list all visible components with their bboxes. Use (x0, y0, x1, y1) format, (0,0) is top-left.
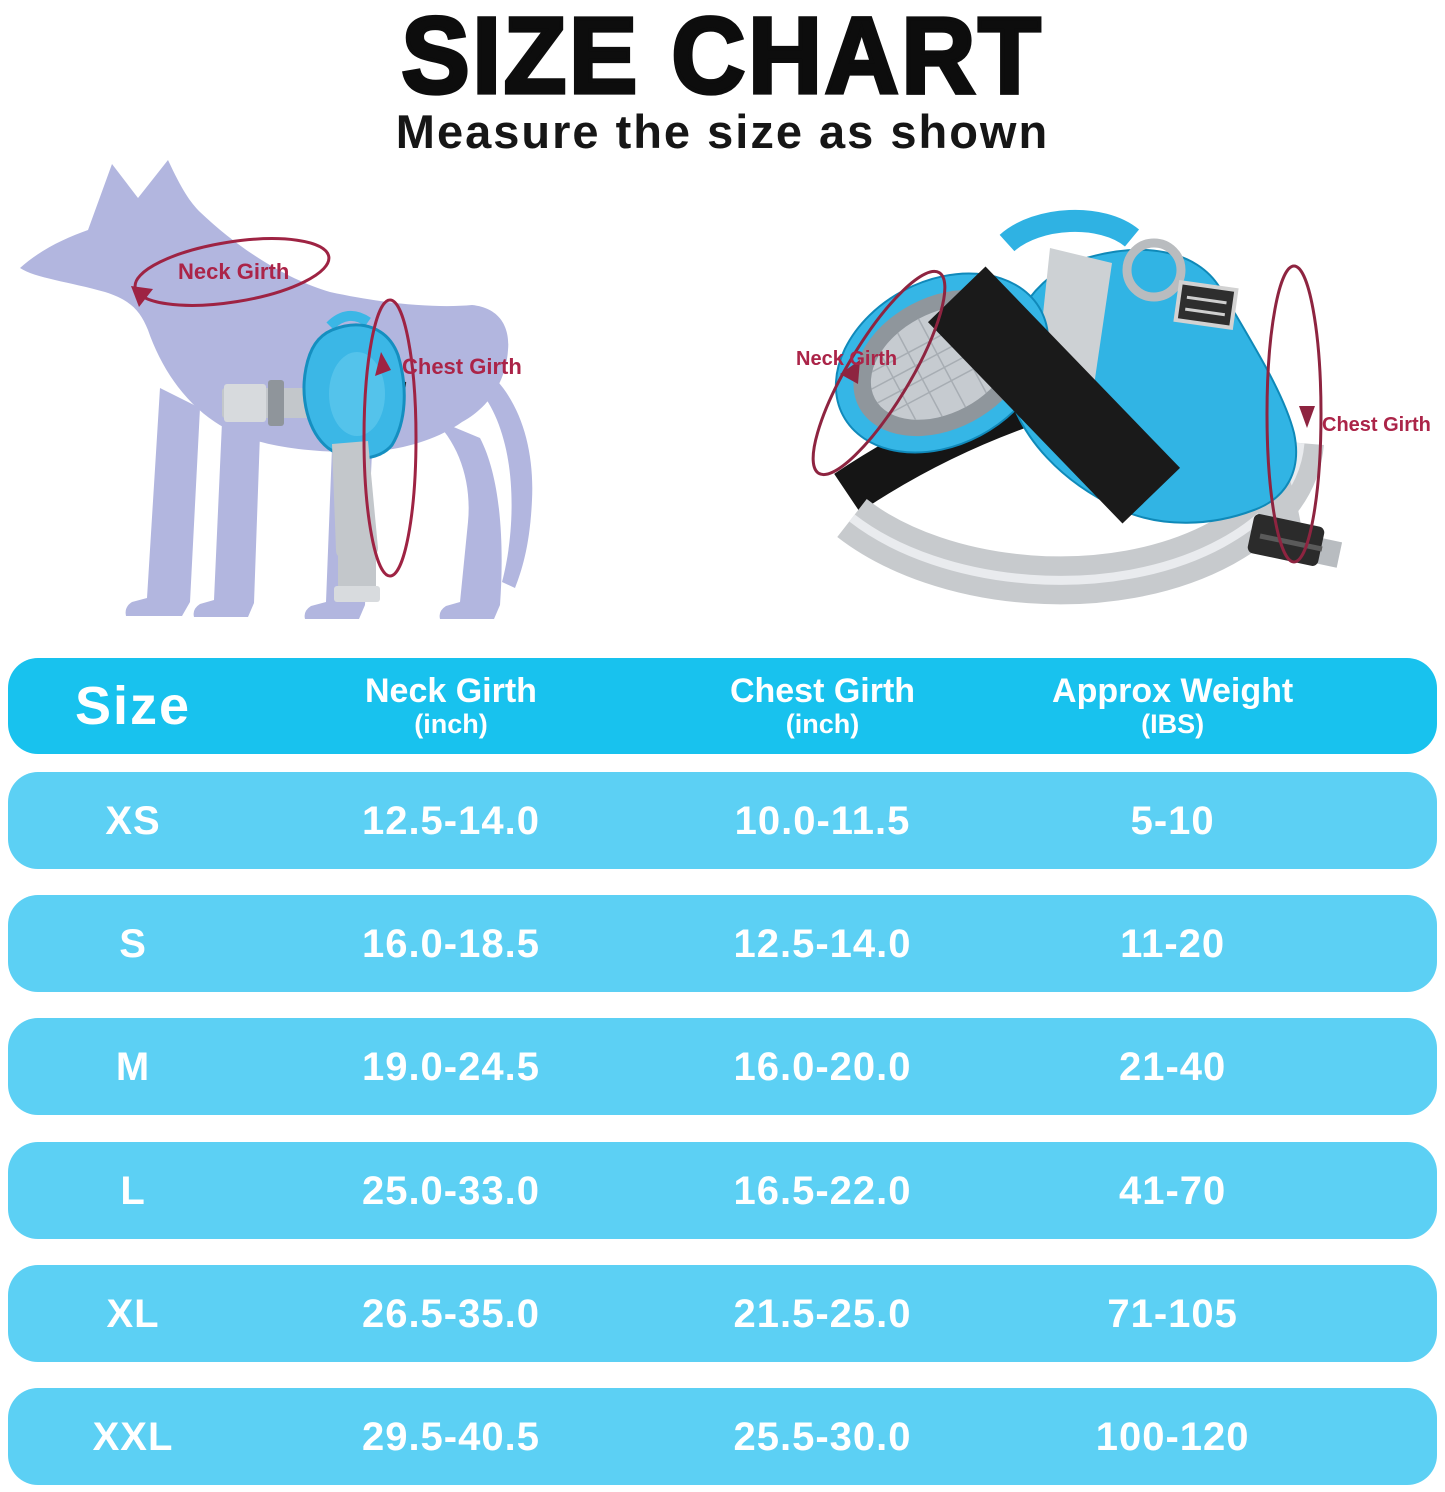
cell-chest: 16.5-22.0 (733, 1168, 912, 1213)
cell-chest: 21.5-25.0 (733, 1291, 912, 1336)
header-neck-girth: Neck Girth (inch) (365, 671, 537, 739)
cell-weight: 21-40 (1118, 1044, 1227, 1089)
page-subtitle: Measure the size as shown (395, 105, 1050, 158)
cell-size: M (115, 1044, 151, 1089)
cell-size: XXL (92, 1414, 174, 1459)
header-size: Size (75, 675, 192, 736)
table-row-xxl (8, 1388, 1437, 1485)
cell-neck: 12.5-14.0 (361, 798, 540, 843)
cell-weight: 71-105 (1107, 1291, 1238, 1336)
cell-neck: 25.0-33.0 (361, 1168, 540, 1213)
table-row-xl (8, 1265, 1437, 1362)
cell-neck: 16.0-18.5 (361, 921, 540, 966)
harness-chest-arrow-icon (1299, 406, 1315, 428)
cell-neck: 26.5-35.0 (361, 1291, 540, 1336)
cell-size: XL (106, 1291, 160, 1336)
cell-chest: 16.0-20.0 (733, 1044, 912, 1089)
cell-neck: 29.5-40.5 (361, 1414, 540, 1459)
brand-patch (1176, 282, 1237, 327)
harness-chest-girth-label: Chest Girth (1322, 414, 1431, 436)
harness-handle (1007, 221, 1132, 243)
cell-weight: 5-10 (1130, 798, 1215, 843)
cell-size: XS (105, 798, 161, 843)
page-title: SIZE CHART (401, 0, 1044, 116)
cell-chest: 12.5-14.0 (733, 921, 912, 966)
table-row-l (8, 1142, 1437, 1239)
cell-size: L (120, 1168, 146, 1213)
header-chest-girth: Chest Girth (inch) (729, 671, 916, 739)
harness-neck-girth-label: Neck Girth (796, 348, 898, 370)
cell-weight: 100-120 (1095, 1414, 1250, 1459)
cell-weight: 41-70 (1118, 1168, 1227, 1213)
harness-measure-diagram (782, 188, 1442, 658)
size-table-header-row (8, 658, 1437, 754)
dog-chest-girth-label: Chest Girth (402, 354, 522, 379)
cell-weight: 11-20 (1120, 921, 1226, 966)
table-row-s (8, 895, 1437, 992)
cell-neck: 19.0-24.5 (361, 1044, 540, 1089)
header-approx-weight: Approx Weight (IBS) (1052, 671, 1294, 739)
cell-chest: 10.0-11.5 (734, 798, 911, 843)
table-row-xs (8, 772, 1437, 869)
dog-measure-diagram (10, 150, 630, 650)
table-row-m (8, 1018, 1437, 1115)
dog-neck-girth-label: Neck Girth (178, 259, 290, 284)
cell-chest: 25.5-30.0 (733, 1414, 912, 1459)
cell-size: S (119, 921, 147, 966)
